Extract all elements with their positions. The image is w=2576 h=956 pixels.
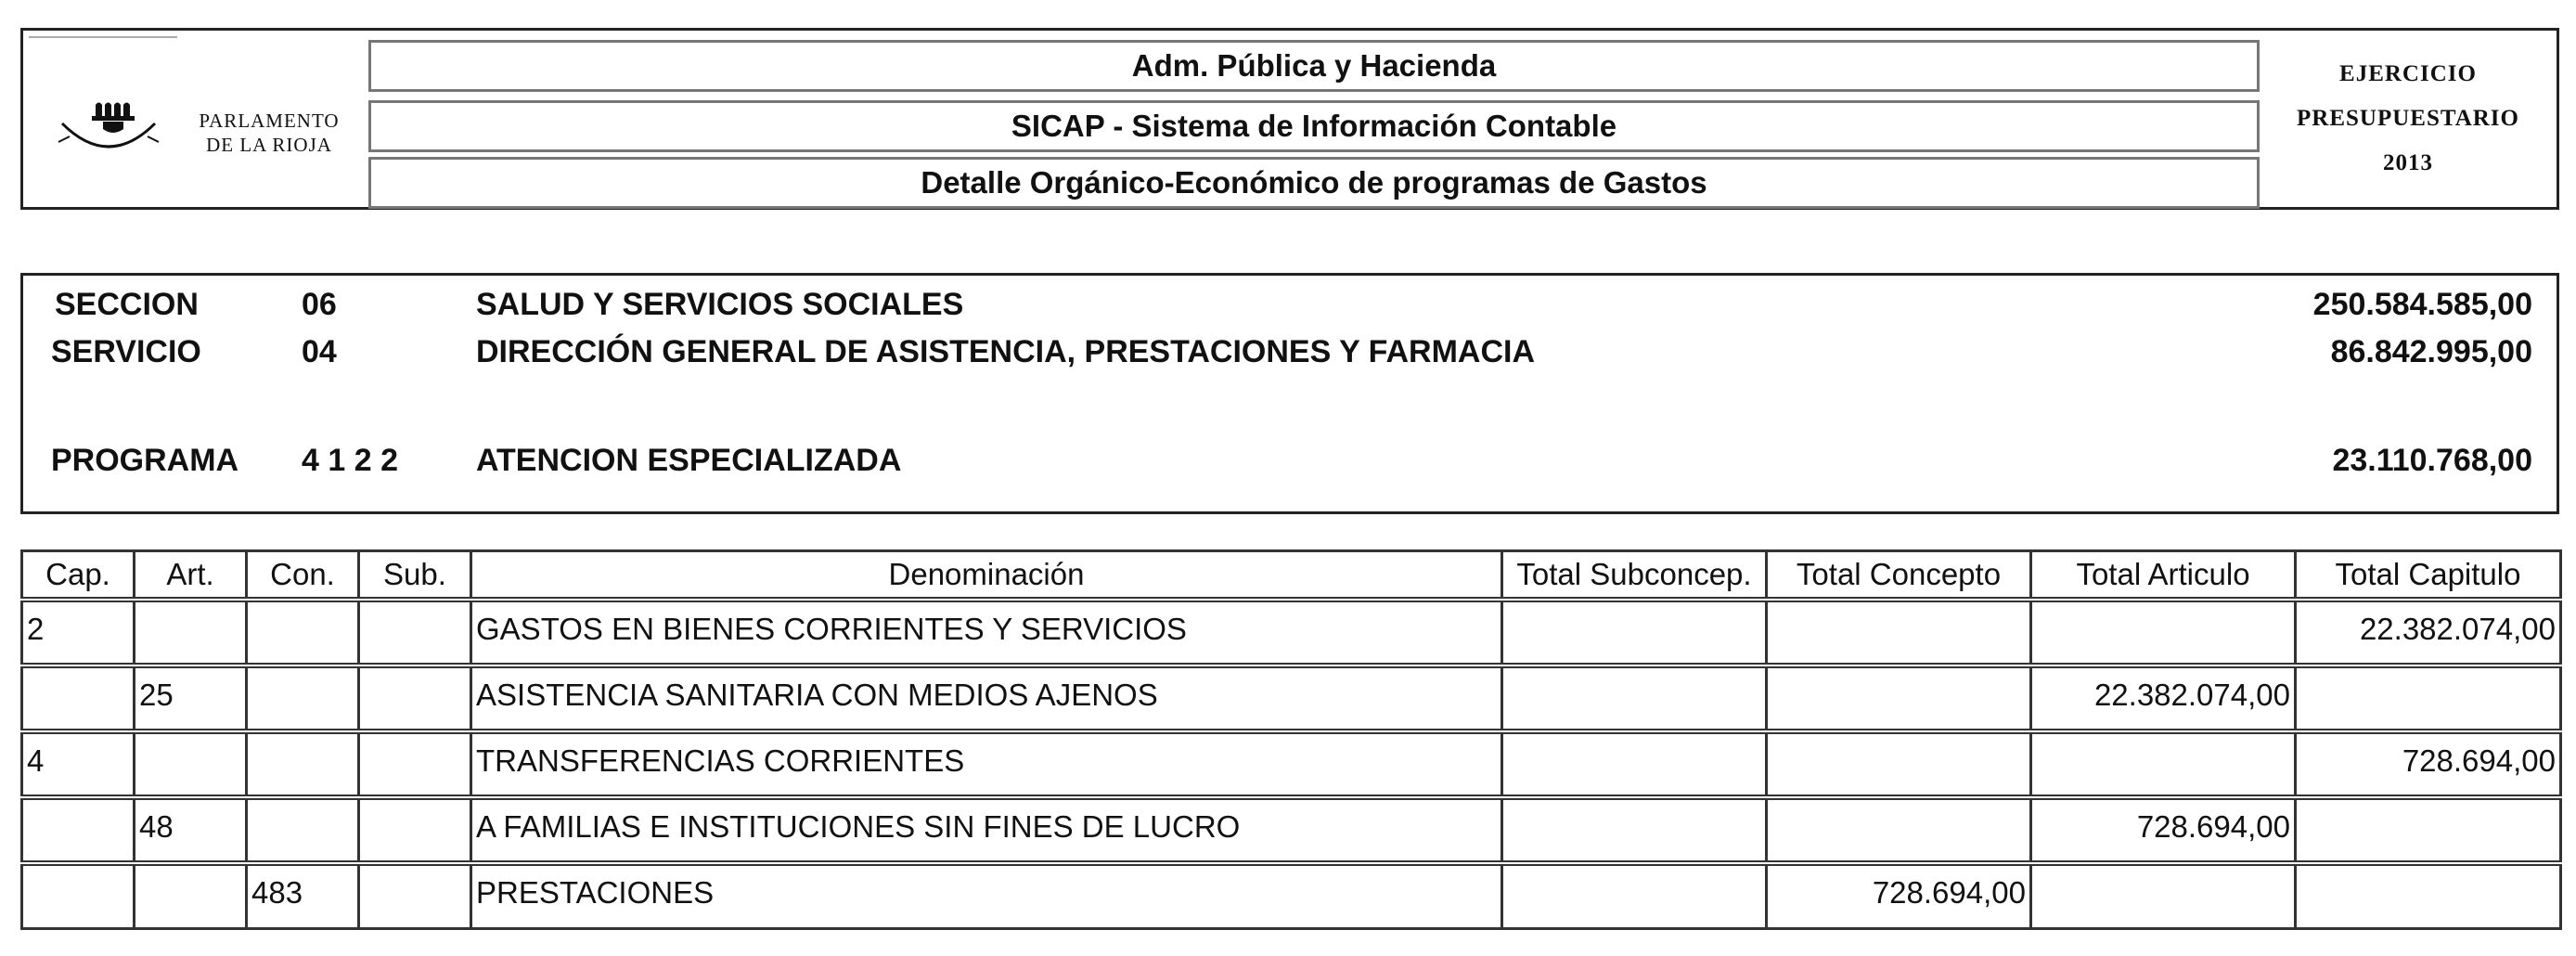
- table-row: [22, 863, 2561, 929]
- cell-con: [247, 600, 359, 665]
- servicio-label: SERVICIO: [51, 334, 201, 369]
- cell-total-concepto: [1767, 797, 2031, 863]
- logo-divider: [29, 36, 177, 38]
- cell-con: [247, 665, 359, 731]
- cell-total-subconcep: [1502, 731, 1767, 797]
- cell-sub: [359, 797, 471, 863]
- logo-text: [172, 109, 367, 157]
- fiscal-year-block: [2260, 31, 2557, 207]
- programa-name: ATENCION ESPECIALIZADA: [476, 443, 902, 478]
- cell-art: 25: [135, 665, 247, 731]
- cell-total-capitulo: [2296, 797, 2561, 863]
- cell-total-subconcep: [1502, 863, 1767, 929]
- cell-total-articulo: 728.694,00: [2031, 797, 2296, 863]
- cell-art: [135, 863, 247, 929]
- table-row: [22, 665, 2561, 731]
- cell-total-concepto: [1767, 665, 2031, 731]
- cell-art: 48: [135, 797, 247, 863]
- report-header: [20, 28, 2559, 210]
- cell-total-concepto: [1767, 600, 2031, 665]
- cell-cap: [22, 863, 135, 929]
- report-title: Detalle Orgánico-Económico de programas de Gastos: [368, 157, 2260, 209]
- cell-total-articulo: [2031, 863, 2296, 929]
- cell-cap: 2: [22, 600, 135, 665]
- table-row: [22, 797, 2561, 863]
- cell-total-capitulo: 22.382.074,00: [2296, 600, 2561, 665]
- seccion-code: 06: [302, 287, 337, 322]
- cell-total-subconcep: [1502, 797, 1767, 863]
- cell-denominacion: A FAMILIAS E INSTITUCIONES SIN FINES DE LUCRO: [471, 797, 1502, 863]
- cell-denominacion: GASTOS EN BIENES CORRIENTES Y SERVICIOS: [471, 600, 1502, 665]
- cell-cap: 4: [22, 731, 135, 797]
- fiscal-year: 2013: [2383, 150, 2433, 175]
- col-header-denominacion: Denominación: [471, 551, 1502, 600]
- cell-total-capitulo: [2296, 665, 2561, 731]
- table-row: [22, 600, 2561, 665]
- cell-total-articulo: 22.382.074,00: [2031, 665, 2296, 731]
- cell-art: [135, 600, 247, 665]
- cell-sub: [359, 600, 471, 665]
- seccion-label: SECCION: [55, 287, 199, 322]
- seccion-name: SALUD Y SERVICIOS SOCIALES: [476, 287, 964, 322]
- cell-sub: [359, 731, 471, 797]
- cell-total-concepto: 728.694,00: [1767, 863, 2031, 929]
- cell-total-capitulo: [2296, 863, 2561, 929]
- cell-total-articulo: [2031, 600, 2296, 665]
- col-header-con: Con.: [247, 551, 359, 600]
- programa-amount: 23.110.768,00: [2332, 443, 2532, 478]
- seccion-amount: 250.584.585,00: [2312, 287, 2532, 322]
- table-row: [22, 731, 2561, 797]
- department-title: Adm. Pública y Hacienda: [368, 40, 2260, 92]
- col-header-total-concepto: Total Concepto: [1767, 551, 2031, 600]
- cell-con: [247, 797, 359, 863]
- col-header-total-articulo: Total Articulo: [2031, 551, 2296, 600]
- cell-art: [135, 731, 247, 797]
- cell-denominacion: TRANSFERENCIAS CORRIENTES: [471, 731, 1502, 797]
- cell-denominacion: ASISTENCIA SANITARIA CON MEDIOS AJENOS: [471, 665, 1502, 731]
- logo-line-2: DE LA RIOJA: [206, 134, 332, 156]
- parliament-emblem-icon: [51, 101, 166, 166]
- col-header-total-capitulo: Total Capitulo: [2296, 551, 2561, 600]
- programa-label: PROGRAMA: [51, 443, 239, 478]
- logo-line-1: PARLAMENTO: [199, 110, 340, 132]
- col-header-total-subconcep: Total Subconcep.: [1502, 551, 1767, 600]
- servicio-row: [23, 334, 2557, 371]
- cell-total-concepto: [1767, 731, 2031, 797]
- ejercicio-label: EJERCICIO: [2339, 61, 2477, 86]
- table-header-row: [22, 551, 2561, 600]
- cell-cap: [22, 665, 135, 731]
- cell-con: 483: [247, 863, 359, 929]
- cell-total-capitulo: 728.694,00: [2296, 731, 2561, 797]
- cell-sub: [359, 863, 471, 929]
- servicio-code: 04: [302, 334, 337, 369]
- col-header-art: Art.: [135, 551, 247, 600]
- cell-con: [247, 731, 359, 797]
- parliament-logo: [23, 31, 367, 207]
- col-header-sub: Sub.: [359, 551, 471, 600]
- programa-code: 4 1 2 2: [302, 443, 398, 478]
- program-summary: [20, 273, 2559, 514]
- cell-total-articulo: [2031, 731, 2296, 797]
- servicio-amount: 86.842.995,00: [2330, 334, 2532, 369]
- system-title: SICAP - Sistema de Información Contable: [368, 100, 2260, 152]
- presupuestario-label: PRESUPUESTARIO: [2297, 106, 2519, 131]
- cell-cap: [22, 797, 135, 863]
- cell-sub: [359, 665, 471, 731]
- budget-detail-table: [20, 549, 2562, 930]
- cell-total-subconcep: [1502, 665, 1767, 731]
- seccion-row: [23, 287, 2557, 324]
- col-header-cap: Cap.: [22, 551, 135, 600]
- cell-denominacion: PRESTACIONES: [471, 863, 1502, 929]
- cell-total-subconcep: [1502, 600, 1767, 665]
- servicio-name: DIRECCIÓN GENERAL DE ASISTENCIA, PRESTACIONES Y FARMACIA: [476, 334, 1536, 369]
- programa-row: [23, 443, 2557, 480]
